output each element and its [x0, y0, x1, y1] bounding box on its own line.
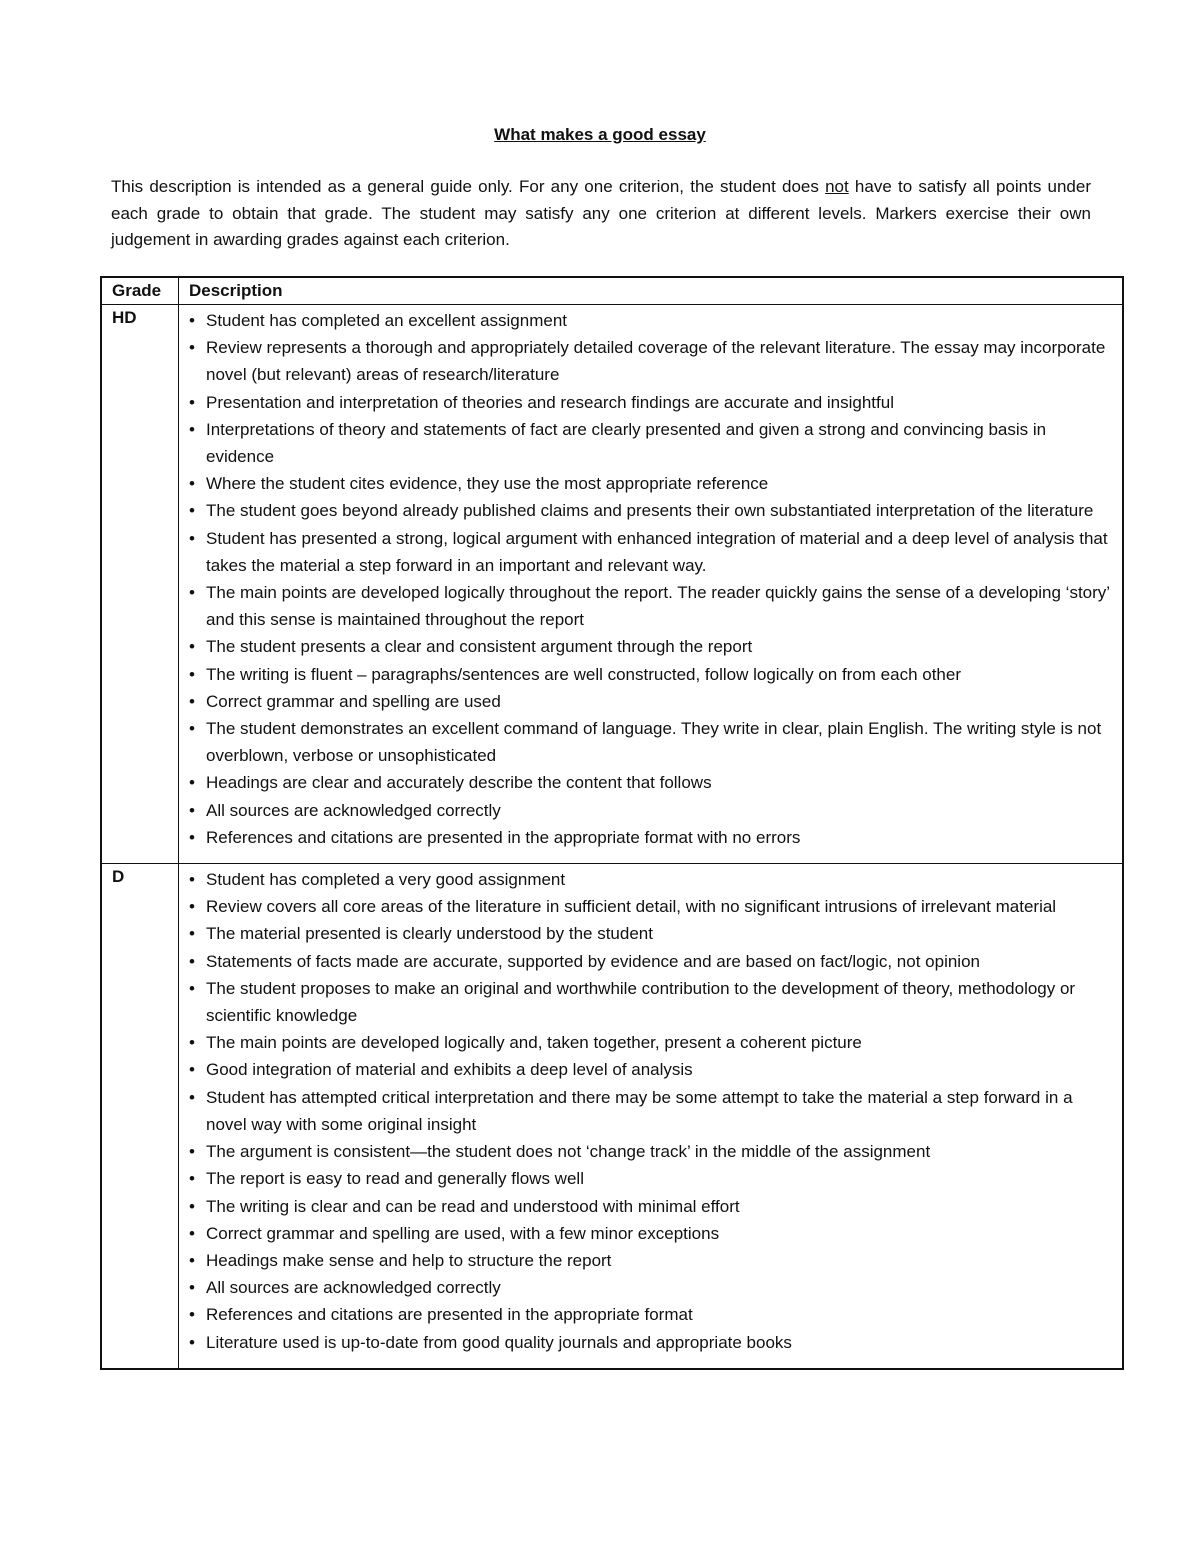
criterion-item: • Review covers all core areas of the literature in sufficient detail, with no significant intrusions of irrelevant material [189, 893, 1112, 920]
grade-row-hd [101, 305, 1123, 864]
criterion-item: • The student goes beyond already published claims and presents their own substantiated interpretation of the literature [189, 497, 1112, 524]
criterion-item: • The student demonstrates an excellent command of language. They write in clear, plain English. The writing style is not overblown, verbose or unsophisticated [189, 715, 1112, 769]
grading-rubric-table [100, 276, 1124, 1370]
criterion-item: • References and citations are presented in the appropriate format [189, 1301, 1112, 1328]
criterion-item: • All sources are acknowledged correctly [189, 1274, 1112, 1301]
criterion-item: • Headings are clear and accurately describe the content that follows [189, 769, 1112, 796]
intro-text-end: have to satisfy all points under each grade to obtain that grade. The student may satisfy any one criterion at different levels. Markers exercise their own judgement in awarding grades against each criterion. [111, 177, 1091, 249]
criterion-item: • References and citations are presented in the appropriate format with no errors [189, 824, 1112, 851]
criterion-item: • The main points are developed logically throughout the report. The reader quickly gains the sense of a developing ‘story’ and this sense is maintained throughout the report [189, 579, 1112, 633]
criteria-list [189, 864, 1112, 1368]
criterion-item: • Literature used is up-to-date from good quality journals and appropriate books [189, 1329, 1112, 1356]
criterion-item: • Student has presented a strong, logical argument with enhanced integration of material and a deep level of analysis that takes the material a step forward in an important and relevant way. [189, 525, 1112, 579]
criterion-item: • Where the student cites evidence, they use the most appropriate reference [189, 470, 1112, 497]
criterion-item: • Review represents a thorough and appropriately detailed coverage of the relevant literature. The essay may incorporate novel (but relevant) areas of research/literature [189, 334, 1112, 388]
criterion-item: • Good integration of material and exhibits a deep level of analysis [189, 1056, 1112, 1083]
grade-row-d [101, 864, 1123, 1369]
criterion-item: • Student has attempted critical interpretation and there may be some attempt to take the material a step forward in a novel way with some original insight [189, 1084, 1112, 1138]
criterion-item: • The report is easy to read and generally flows well [189, 1165, 1112, 1192]
criterion-item: • Student has completed a very good assignment [189, 866, 1112, 893]
criterion-item: • The student proposes to make an original and worthwhile contribution to the development of theory, methodology or scientific knowledge [189, 975, 1112, 1029]
criterion-item: • The material presented is clearly understood by the student [189, 920, 1112, 947]
description-column-header: Description [179, 277, 1124, 305]
criterion-item: • The argument is consistent—the student does not ‘change track’ in the middle of the assignment [189, 1138, 1112, 1165]
criterion-item: • The main points are developed logically and, taken together, present a coherent picture [189, 1029, 1112, 1056]
criterion-item: • The student presents a clear and consistent argument through the report [189, 633, 1112, 660]
criterion-item: • All sources are acknowledged correctly [189, 797, 1112, 824]
intro-text-start: This description is intended as a general guide only. For any one criterion, the student does [111, 177, 826, 196]
criteria-list [189, 305, 1112, 863]
document-title: What makes a good essay [494, 125, 706, 144]
criterion-item: • Student has completed an excellent assignment [189, 307, 1112, 334]
criterion-item: • Correct grammar and spelling are used, with a few minor exceptions [189, 1220, 1112, 1247]
criterion-item: • Headings make sense and help to structure the report [189, 1247, 1112, 1274]
criterion-item: • Statements of facts made are accurate, supported by evidence and are based on fact/logic, not opinion [189, 948, 1112, 975]
rubric-body [101, 305, 1123, 1369]
criterion-item: • Correct grammar and spelling are used [189, 688, 1112, 715]
grade-label: D [101, 864, 179, 1369]
criterion-item: • Interpretations of theory and statements of fact are clearly presented and given a strong and convincing basis in evidence [189, 416, 1112, 470]
grade-description [179, 864, 1124, 1369]
intro-emphasis: not [825, 177, 849, 196]
grade-description [179, 305, 1124, 864]
criterion-item: • The writing is fluent – paragraphs/sentences are well constructed, follow logically on from each other [189, 661, 1112, 688]
criterion-item: • Presentation and interpretation of theories and research findings are accurate and insightful [189, 389, 1112, 416]
criterion-item: • The writing is clear and can be read and understood with minimal effort [189, 1193, 1112, 1220]
intro-paragraph [111, 174, 1091, 254]
grade-column-header: Grade [101, 277, 179, 305]
table-header-row [101, 277, 1123, 305]
grade-label: HD [101, 305, 179, 864]
